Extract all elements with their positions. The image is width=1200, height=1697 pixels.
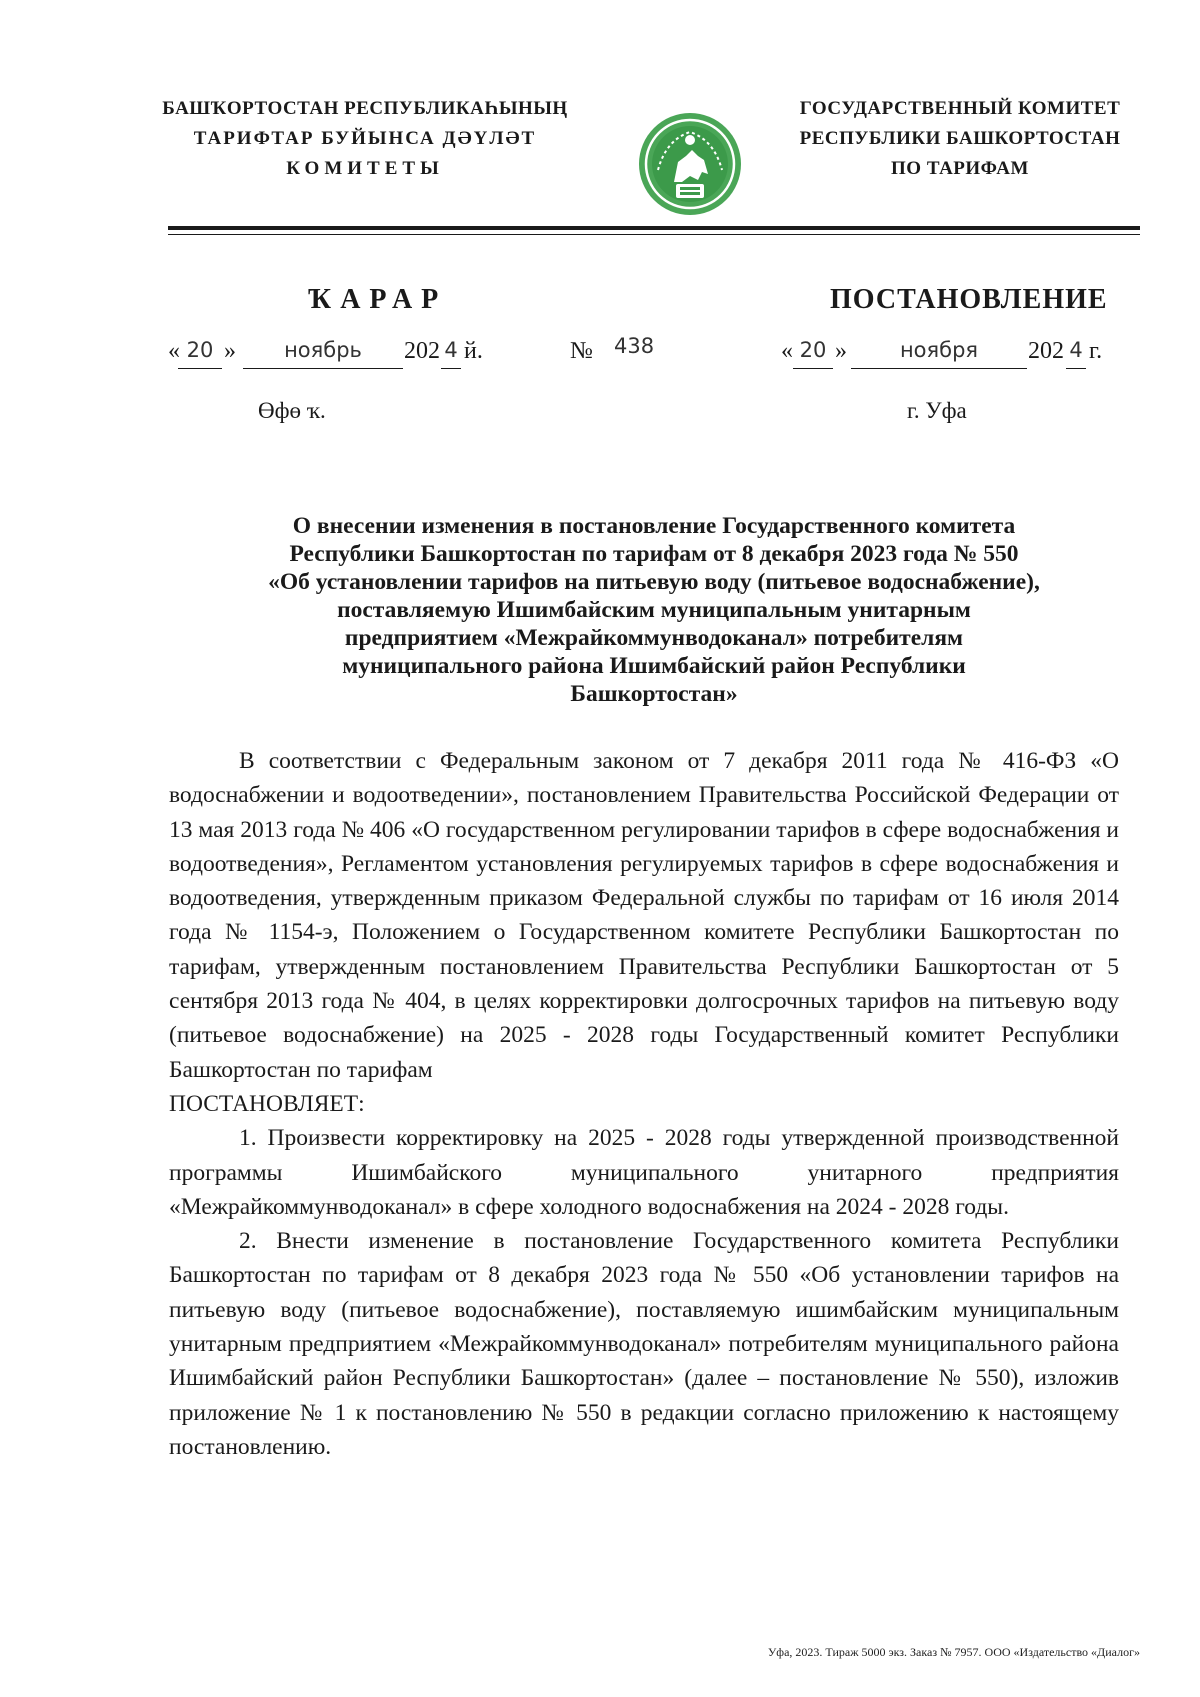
document-body <box>169 744 1119 1464</box>
date-line-left <box>168 334 668 372</box>
open-quote: « <box>781 338 793 364</box>
clause-1: 1. Произвести корректировку на 2025 - 2028 годы утвержденной производственной программы Ишимбайского муниципального унитарного предприятия «Межрайкоммунводоканал» в сфере холодного водоснабжения на 2024 - 2028 годы. <box>169 1125 1119 1220</box>
close-quote: » <box>835 338 847 364</box>
doc-kind-bashkir: ҠАРАР <box>308 284 448 315</box>
date-month: ноября <box>851 338 1027 369</box>
year-digit: 4 <box>441 338 461 369</box>
number-sign: № <box>570 338 593 364</box>
header-left-line-2: ТАРИФТАР БУЙЫНСА ДӘҮЛӘТ <box>193 128 537 149</box>
city-russian: г. Уфа <box>907 398 967 423</box>
header-right-line-3: ПО ТАРИФАМ <box>891 158 1029 179</box>
title-line: предприятием «Межрайкоммунводоканал» потребителям <box>344 625 964 651</box>
date-day: 20 <box>178 338 222 369</box>
date-line-right <box>781 338 1141 372</box>
year-digit: 4 <box>1066 338 1086 369</box>
year-prefix: 202 <box>404 338 440 364</box>
resolves-word: ПОСТАНОВЛЯЕТ: <box>169 1090 365 1117</box>
title-line: О внесении изменения в постановление Государственного комитета <box>292 513 1016 539</box>
date-day: 20 <box>793 338 833 369</box>
clause-2: 2. Внести изменение в постановление Государственного комитета Республики Башкортостан по тарифам от 8 декабря 2023 года № 550 «Об установлении тарифов на питьевую воду (питьевое водоснабжение), поставляемую ишимбайским муниципальным унитарным предприятием «Межрайкоммунводоканал» потребителям муниципального района Ишимбайский район Республики Башкортостан» (далее – постановление № 550), изложив приложение № 1 к постановлению № 550 в редакции согласно приложению к настоящему постановлению. <box>169 1228 1119 1460</box>
header-left-line-1: БАШҠОРТОСТАН РЕСПУБЛИКАҺЫНЫҢ <box>162 98 568 119</box>
preamble-paragraph: В соответствии с Федеральным законом от 7 декабря 2011 года № 416-ФЗ «О водоснабжении и водоотведении», постановлением Правительства Российской Федерации от 13 мая 2013 года № 406 «О государственном регулировании тарифов в сфере водоснабжения и водоотведения», Регламентом установления регулируемых тарифов в сфере водоснабжения и водоотведения, утвержденным приказом Федеральной службы по тарифам от 16 июля 2014 года № 1154-э, Положением о Государственном комитете Республики Башкортостан по тарифам, утвержденным постановлением Правительства Республики Башкортостан от 5 сентября 2013 года № 404, в целях корректировки долгосрочных тарифов на питьевую воду (питьевое водоснабжение) на 2025 - 2028 годы Государственный комитет Республики Башкортостан по тарифам <box>169 748 1119 1083</box>
year-suffix: г. <box>1089 338 1103 364</box>
title-line: муниципального района Ишимбайский район Республики <box>342 653 966 679</box>
year-suffix: й. <box>464 338 483 364</box>
header-right-russian <box>770 94 1150 184</box>
header-right-line-1: ГОСУДАРСТВЕННЫЙ КОМИТЕТ <box>799 98 1121 119</box>
header-left-bashkir <box>160 94 570 184</box>
title-line: поставляемую Ишимбайским муниципальным унитарным <box>337 597 971 623</box>
title-line: Башкортостан» <box>570 681 738 707</box>
header-right-line-2: РЕСПУБЛИКИ БАШКОРТОСТАН <box>799 128 1121 149</box>
open-quote: « <box>168 338 180 364</box>
document-title <box>168 512 1140 708</box>
doc-kind-russian: ПОСТАНОВЛЕНИЕ <box>830 284 1108 315</box>
title-line: «Об установлении тарифов на питьевую воду (питьевое водоснабжение), <box>268 569 1040 595</box>
date-month: ноябрь <box>243 338 403 369</box>
year-prefix: 202 <box>1028 338 1064 364</box>
print-footer: Уфа, 2023. Тираж 5000 экз. Заказ № 7957. ООО «Издательство «Диалог» <box>767 1645 1140 1659</box>
close-quote: » <box>224 338 236 364</box>
coat-of-arms-icon <box>636 110 744 218</box>
header-divider-thin <box>168 234 1140 235</box>
header-divider-thick <box>168 226 1140 230</box>
header-left-line-3: КОМИТЕТЫ <box>286 158 444 179</box>
city-bashkir: Өфө ҡ. <box>258 398 326 423</box>
title-line: Республики Башкортостан по тарифам от 8 декабря 2023 года № 550 <box>289 541 1019 567</box>
document-number: 438 <box>614 334 655 358</box>
